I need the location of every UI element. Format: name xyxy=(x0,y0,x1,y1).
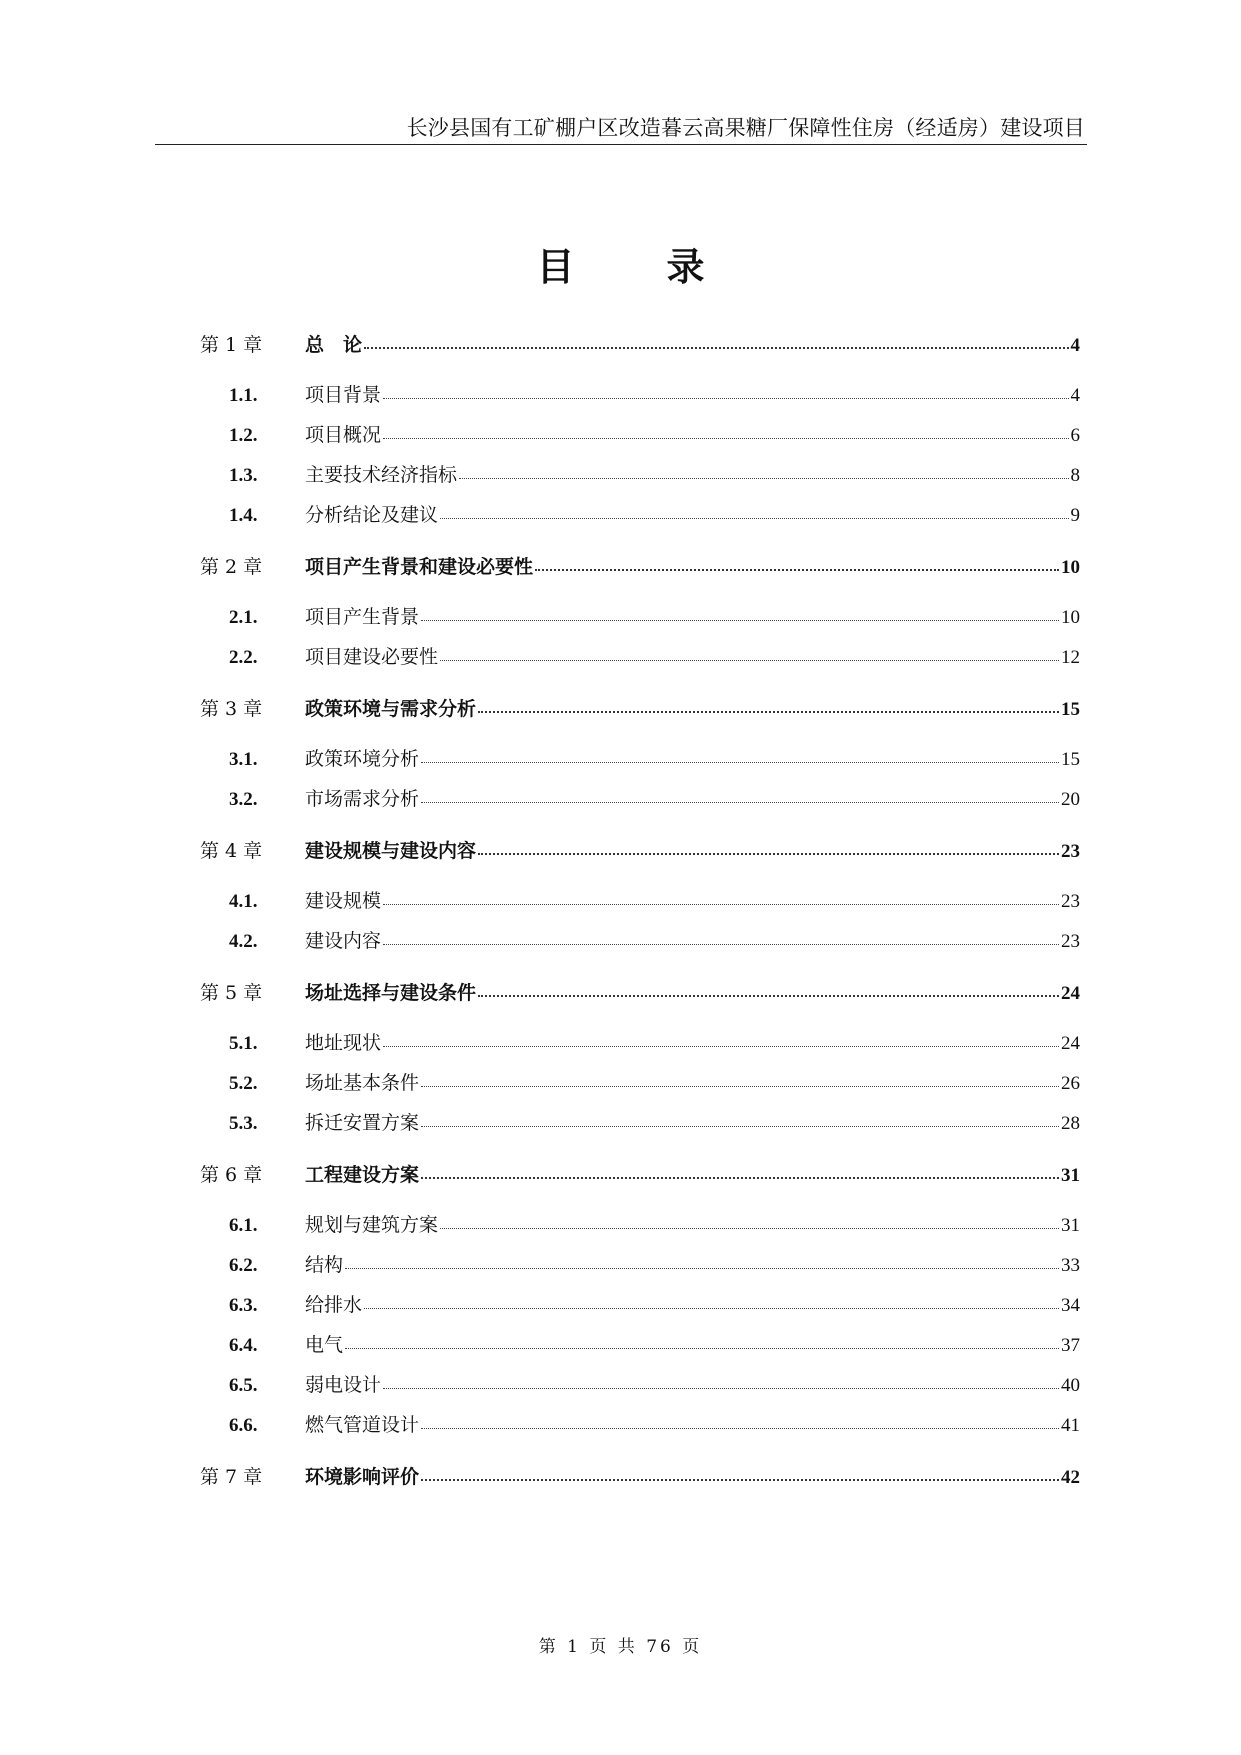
toc-chapter-entry[interactable] xyxy=(200,1462,1080,1504)
toc-entry-page: 23 xyxy=(1061,841,1080,862)
toc-entry-label: 政策环境分析 xyxy=(305,748,420,770)
toc-chapter-entry[interactable] xyxy=(200,694,1080,736)
toc-leader-dots xyxy=(364,1307,1059,1309)
toc-entry-label: 弱电设计 xyxy=(305,1374,382,1396)
page-footer: 第 1 页 共 76 页 xyxy=(538,1637,703,1657)
toc-section-entry[interactable] xyxy=(200,420,1080,460)
toc-chapter-entry[interactable] xyxy=(200,330,1080,372)
toc-leader-dots xyxy=(421,1085,1059,1087)
toc-leader-dots xyxy=(421,619,1059,621)
toc-entry-number: 6.6. xyxy=(229,1415,258,1436)
toc-entry-number: 4.1. xyxy=(229,891,258,912)
toc-entry-number: 第 1 章 xyxy=(200,334,263,356)
toc-entry-page: 23 xyxy=(1061,891,1080,912)
toc-title xyxy=(0,236,1241,291)
toc-entry-label: 场址基本条件 xyxy=(305,1072,420,1094)
toc-section-entry[interactable] xyxy=(200,1108,1080,1148)
toc-entry-number: 6.5. xyxy=(229,1375,258,1396)
toc-entry-page: 15 xyxy=(1061,699,1080,720)
toc-entry-label: 项目背景 xyxy=(305,384,382,406)
toc-chapter-entry[interactable] xyxy=(200,552,1080,594)
toc-entry-number: 5.1. xyxy=(229,1033,258,1054)
toc-leader-dots xyxy=(383,437,1068,439)
toc-entry-number: 5.3. xyxy=(229,1113,258,1134)
toc-entry-label: 项目概况 xyxy=(305,424,382,446)
toc-section-entry[interactable] xyxy=(200,1028,1080,1068)
toc-leader-dots xyxy=(421,761,1059,763)
toc-entry-label: 电气 xyxy=(305,1334,344,1356)
toc-entry-page: 6 xyxy=(1070,425,1080,446)
toc-entry-label: 主要技术经济指标 xyxy=(305,464,458,486)
toc-entry-page: 24 xyxy=(1061,1033,1080,1054)
toc-leader-dots xyxy=(440,517,1068,519)
toc-leader-dots xyxy=(478,852,1059,855)
toc-entry-label: 场址选择与建设条件 xyxy=(305,982,477,1004)
toc-entry-label: 项目产生背景 xyxy=(305,606,420,628)
toc-entry-page: 31 xyxy=(1061,1165,1080,1186)
toc-leader-dots xyxy=(535,568,1059,571)
toc-entry-number: 第 2 章 xyxy=(200,556,263,578)
toc-entry-number: 2.2. xyxy=(229,647,258,668)
toc-entry-label: 规划与建筑方案 xyxy=(305,1214,439,1236)
table-of-contents xyxy=(200,330,1080,1504)
toc-leader-dots xyxy=(345,1347,1059,1349)
toc-entry-number: 1.2. xyxy=(229,425,258,446)
toc-section-entry[interactable] xyxy=(200,1330,1080,1370)
header-title: 长沙县国有工矿棚户区改造暮云高果糖厂保障性住房（经适房）建设项目 xyxy=(406,116,1085,140)
toc-entry-page: 8 xyxy=(1070,465,1080,486)
toc-entry-page: 41 xyxy=(1061,1415,1080,1436)
toc-leader-dots xyxy=(383,397,1068,399)
toc-section-entry[interactable] xyxy=(200,380,1080,420)
toc-leader-dots xyxy=(478,994,1059,997)
toc-leader-dots xyxy=(364,346,1068,349)
toc-section-entry[interactable] xyxy=(200,886,1080,926)
toc-title-part2: 录 xyxy=(666,245,705,289)
toc-section-entry[interactable] xyxy=(200,926,1080,966)
toc-section-entry[interactable] xyxy=(200,1410,1080,1450)
toc-entry-label: 给排水 xyxy=(305,1294,363,1316)
toc-leader-dots xyxy=(421,1478,1059,1481)
toc-section-entry[interactable] xyxy=(200,500,1080,540)
toc-entry-page: 4 xyxy=(1070,335,1080,356)
toc-leader-dots xyxy=(459,477,1068,479)
toc-entry-label: 结构 xyxy=(305,1254,344,1276)
toc-section-entry[interactable] xyxy=(200,1370,1080,1410)
toc-leader-dots xyxy=(383,943,1059,945)
toc-leader-dots xyxy=(345,1267,1059,1269)
toc-leader-dots xyxy=(421,1176,1059,1179)
toc-entry-label: 市场需求分析 xyxy=(305,788,420,810)
toc-entry-number: 1.4. xyxy=(229,505,258,526)
toc-entry-number: 第 6 章 xyxy=(200,1164,263,1186)
toc-entry-page: 26 xyxy=(1061,1073,1080,1094)
toc-section-entry[interactable] xyxy=(200,1068,1080,1108)
toc-leader-dots xyxy=(383,903,1059,905)
toc-chapter-entry[interactable] xyxy=(200,1160,1080,1202)
toc-entry-number: 第 7 章 xyxy=(200,1466,263,1488)
toc-section-entry[interactable] xyxy=(200,460,1080,500)
toc-entry-label: 分析结论及建议 xyxy=(305,504,439,526)
toc-entry-page: 42 xyxy=(1061,1467,1080,1488)
toc-entry-number: 3.2. xyxy=(229,789,258,810)
toc-entry-number: 第 3 章 xyxy=(200,698,263,720)
toc-entry-label: 建设规模与建设内容 xyxy=(305,840,477,862)
toc-entry-page: 28 xyxy=(1061,1113,1080,1134)
toc-section-entry[interactable] xyxy=(200,1210,1080,1250)
toc-section-entry[interactable] xyxy=(200,784,1080,824)
toc-entry-number: 4.2. xyxy=(229,931,258,952)
toc-leader-dots xyxy=(478,710,1059,713)
toc-entry-page: 15 xyxy=(1061,749,1080,770)
toc-entry-page: 23 xyxy=(1061,931,1080,952)
toc-entry-label: 环境影响评价 xyxy=(305,1466,420,1488)
toc-entry-page: 9 xyxy=(1070,505,1080,526)
toc-entry-label: 建设规模 xyxy=(305,890,382,912)
toc-entry-label: 项目产生背景和建设必要性 xyxy=(305,556,534,578)
toc-leader-dots xyxy=(421,801,1059,803)
toc-entry-page: 4 xyxy=(1070,385,1080,406)
toc-entry-number: 3.1. xyxy=(229,749,258,770)
toc-leader-dots xyxy=(383,1045,1059,1047)
toc-leader-dots xyxy=(383,1387,1059,1389)
toc-entry-label: 燃气管道设计 xyxy=(305,1414,420,1436)
toc-section-entry[interactable] xyxy=(200,602,1080,642)
toc-section-entry[interactable] xyxy=(200,642,1080,682)
toc-entry-number: 2.1. xyxy=(229,607,258,628)
toc-leader-dots xyxy=(421,1427,1059,1429)
toc-entry-number: 第 4 章 xyxy=(200,840,263,862)
toc-entry-page: 33 xyxy=(1061,1255,1080,1276)
toc-entry-page: 37 xyxy=(1061,1335,1080,1356)
toc-entry-page: 31 xyxy=(1061,1215,1080,1236)
toc-entry-number: 1.3. xyxy=(229,465,258,486)
toc-chapter-entry[interactable] xyxy=(200,978,1080,1020)
toc-entry-label: 政策环境与需求分析 xyxy=(305,698,477,720)
toc-section-entry[interactable] xyxy=(200,1290,1080,1330)
toc-leader-dots xyxy=(440,1227,1059,1229)
toc-entry-label: 地址现状 xyxy=(305,1032,382,1054)
toc-entry-page: 40 xyxy=(1061,1375,1080,1396)
toc-entry-page: 12 xyxy=(1061,647,1080,668)
toc-entry-number: 第 5 章 xyxy=(200,982,263,1004)
toc-entry-number: 1.1. xyxy=(229,385,258,406)
toc-entry-label: 总 论 xyxy=(305,334,363,356)
toc-entry-page: 24 xyxy=(1061,983,1080,1004)
toc-entry-number: 5.2. xyxy=(229,1073,258,1094)
toc-title-part1: 目 xyxy=(536,245,575,289)
toc-section-entry[interactable] xyxy=(200,744,1080,784)
page-header xyxy=(155,110,1087,145)
toc-chapter-entry[interactable] xyxy=(200,836,1080,878)
toc-entry-page: 10 xyxy=(1061,607,1080,628)
toc-entry-number: 6.2. xyxy=(229,1255,258,1276)
toc-entry-number: 6.3. xyxy=(229,1295,258,1316)
toc-entry-label: 建设内容 xyxy=(305,930,382,952)
toc-entry-label: 拆迁安置方案 xyxy=(305,1112,420,1134)
toc-leader-dots xyxy=(440,659,1059,661)
toc-entry-label: 项目建设必要性 xyxy=(305,646,439,668)
toc-entry-page: 20 xyxy=(1061,789,1080,810)
toc-leader-dots xyxy=(421,1125,1059,1127)
toc-entry-number: 6.4. xyxy=(229,1335,258,1356)
toc-entry-number: 6.1. xyxy=(229,1215,258,1236)
toc-entry-page: 10 xyxy=(1061,557,1080,578)
toc-entry-label: 工程建设方案 xyxy=(305,1164,420,1186)
toc-section-entry[interactable] xyxy=(200,1250,1080,1290)
toc-entry-page: 34 xyxy=(1061,1295,1080,1316)
